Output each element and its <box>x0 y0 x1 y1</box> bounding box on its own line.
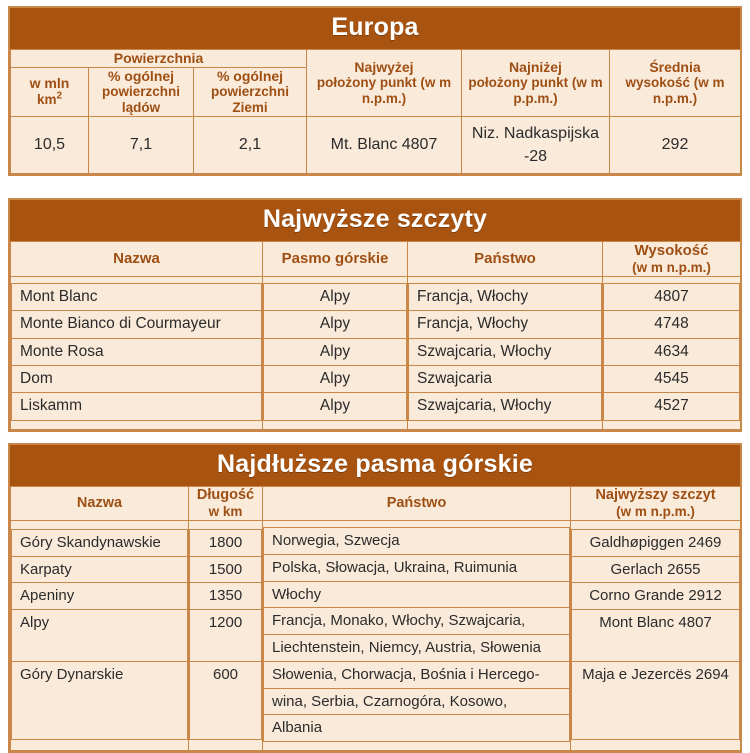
table-row <box>11 50 741 68</box>
range-name: Apeniny <box>12 583 188 610</box>
list-item <box>264 338 407 365</box>
range-name: Karpaty <box>12 556 188 583</box>
table-row <box>11 242 741 277</box>
range-length: 1200 <box>190 610 262 662</box>
range-country: Norwegia, Szwecja <box>264 528 570 555</box>
table-ranges-title: Najdłuższe pasma górskie <box>10 445 740 486</box>
list-item <box>264 661 570 688</box>
range-length: 1800 <box>190 529 262 556</box>
header-sublabel: powierzchni lądów <box>101 84 180 115</box>
header-sublabel: (w m n.p.m.) <box>632 259 711 275</box>
list-item <box>409 393 602 420</box>
column-nazwa <box>11 521 189 751</box>
table-europa-grid <box>10 49 741 174</box>
list-item <box>264 581 570 608</box>
list-item <box>12 556 188 583</box>
peak-range: Alpy <box>264 311 407 338</box>
peak-country: Szwajcaria, Włochy <box>409 338 602 365</box>
list-item <box>409 338 602 365</box>
column-nazwa <box>11 276 263 429</box>
header-pct-ladow <box>89 67 194 116</box>
list-item <box>12 610 188 662</box>
column-pasmo-gorskie <box>263 276 408 429</box>
list-item <box>12 338 262 365</box>
range-country: Liechtenstein, Niemcy, Austria, Słowenia <box>264 635 570 662</box>
list-item <box>12 311 262 338</box>
table-najdluzsze-pasma-gorskie <box>8 443 742 753</box>
range-length: 600 <box>190 662 262 740</box>
range-peak: Gerlach 2655 <box>572 556 740 583</box>
list-item <box>190 556 262 583</box>
header-najwyzej <box>307 50 462 117</box>
value-pct-ziemi: 2,1 <box>194 116 307 173</box>
value-pct-ladow: 7,1 <box>89 116 194 173</box>
list-item <box>264 283 407 310</box>
column-panstwo <box>263 521 571 751</box>
list-item <box>604 283 740 310</box>
peak-range: Alpy <box>264 366 407 393</box>
header-label: Najniżej <box>509 58 562 75</box>
header-najwyzszy-szczyt <box>571 487 741 521</box>
list-item <box>264 688 570 715</box>
table-row <box>11 487 741 521</box>
table-peaks-title: Najwyższe szczyty <box>10 200 740 241</box>
list-item <box>190 610 262 662</box>
list-item <box>12 662 188 740</box>
range-peak: Galdhøpiggen 2469 <box>572 529 740 556</box>
table-najwyzsze-szczyty <box>8 198 742 432</box>
list-item <box>12 583 188 610</box>
list-item <box>264 635 570 662</box>
list-item <box>572 529 740 556</box>
list-item <box>12 283 262 310</box>
peak-country: Francja, Włochy <box>409 311 602 338</box>
header-label: Wysokość <box>634 242 709 259</box>
value-najwyzej: Mt. Blanc 4807 <box>307 116 462 173</box>
header-label: w mln <box>29 75 70 92</box>
range-peak: Maja e Jezercës 2694 <box>572 662 740 740</box>
range-length: 1500 <box>190 556 262 583</box>
header-wysokosc <box>603 242 741 277</box>
header-panstwo: Państwo <box>408 242 603 277</box>
peak-name: Monte Rosa <box>12 338 262 365</box>
peak-name: Liskamm <box>12 393 262 420</box>
range-country: Albania <box>264 715 570 742</box>
column-najwyzszy-szczyt <box>571 521 741 751</box>
header-label: % ogólnej <box>216 67 284 84</box>
list-item <box>572 556 740 583</box>
peak-range: Alpy <box>264 283 407 310</box>
header-sublabel: (w m n.p.m.) <box>616 504 695 520</box>
header-nazwa: Nazwa <box>11 242 263 277</box>
range-peak: Corno Grande 2912 <box>572 583 740 610</box>
header-sublabel: położony punkt (w m n.p.m.) <box>316 75 452 107</box>
peak-name: Dom <box>12 366 262 393</box>
list-item <box>409 283 602 310</box>
header-pasmo-gorskie: Pasmo górskie <box>263 242 408 277</box>
header-label: % ogólnej <box>107 67 175 84</box>
list-item <box>604 338 740 365</box>
header-sublabel: $km^2$ <box>36 90 63 107</box>
range-country: Słowenia, Chorwacja, Bośnia i Hercego- <box>264 661 570 688</box>
list-item <box>12 529 188 556</box>
header-sublabel: położony punkt (w m p.p.m.) <box>468 75 603 107</box>
table-row <box>11 521 741 751</box>
group-header-powierzchnia: Powierzchnia <box>11 50 307 68</box>
range-length: 1350 <box>190 583 262 610</box>
header-sublabel: wysokość (w m n.p.m.) <box>625 75 725 107</box>
list-item <box>409 366 602 393</box>
table-row <box>11 116 741 173</box>
list-item <box>409 311 602 338</box>
peak-height: 4634 <box>604 338 740 365</box>
list-item <box>190 529 262 556</box>
list-item <box>190 662 262 740</box>
table-europa <box>8 6 742 176</box>
column-panstwo <box>408 276 603 429</box>
header-w-mln-km2 <box>11 67 89 116</box>
list-item <box>572 662 740 740</box>
header-label: Najwyższy szczyt <box>595 487 716 503</box>
table-europa-title: Europa <box>10 8 740 49</box>
table-peaks-grid <box>10 241 741 430</box>
peak-country: Francja, Włochy <box>409 283 602 310</box>
column-wysokosc <box>603 276 741 429</box>
header-dlugosc <box>189 487 263 521</box>
list-item <box>604 393 740 420</box>
list-item <box>12 366 262 393</box>
value-w-mln-km2: 10,5 <box>11 116 89 173</box>
list-item <box>264 554 570 581</box>
header-label: Najwyżej <box>354 58 414 75</box>
peak-height: 4527 <box>604 393 740 420</box>
list-item <box>264 366 407 393</box>
list-item <box>264 311 407 338</box>
header-najnizej <box>462 50 610 117</box>
peak-name: Monte Bianco di Courmayeur <box>12 311 262 338</box>
header-srednia-wysokosc <box>610 50 741 117</box>
header-nazwa: Nazwa <box>11 487 189 521</box>
list-item <box>572 610 740 662</box>
table-ranges-grid <box>10 486 741 751</box>
peak-country: Szwajcaria, Włochy <box>409 393 602 420</box>
header-label: Średnia <box>649 58 701 75</box>
peak-height: 4545 <box>604 366 740 393</box>
header-sublabel: powierzchni Ziemi <box>210 84 289 115</box>
list-item <box>264 528 570 555</box>
list-item <box>264 393 407 420</box>
list-item <box>572 583 740 610</box>
peak-country: Szwajcaria <box>409 366 602 393</box>
range-peak: Mont Blanc 4807 <box>572 610 740 662</box>
range-country: wina, Serbia, Czarnogóra, Kosowo, <box>264 688 570 715</box>
range-country: Francja, Monako, Włochy, Szwajcaria, <box>264 608 570 635</box>
range-name: Alpy <box>12 610 188 662</box>
header-label: Długość <box>196 487 255 503</box>
list-item <box>604 311 740 338</box>
list-item <box>12 393 262 420</box>
list-item <box>264 715 570 742</box>
peak-range: Alpy <box>264 338 407 365</box>
column-dlugosc <box>189 521 263 751</box>
header-pct-ziemi <box>194 67 307 116</box>
range-name: Góry Skandynawskie <box>12 529 188 556</box>
header-sublabel: w km <box>208 504 243 520</box>
peak-height: 4807 <box>604 283 740 310</box>
header-panstwo: Państwo <box>263 487 571 521</box>
range-country: Włochy <box>264 581 570 608</box>
list-item <box>264 608 570 635</box>
peak-range: Alpy <box>264 393 407 420</box>
list-item <box>604 366 740 393</box>
value-najnizej: Niz. Nadkaspijska -28 <box>462 116 610 173</box>
range-country: Polska, Słowacja, Ukraina, Ruimunia <box>264 554 570 581</box>
value-srednia-wysokosc: 292 <box>610 116 741 173</box>
list-item <box>190 583 262 610</box>
peak-height: 4748 <box>604 311 740 338</box>
range-name: Góry Dynarskie <box>12 662 188 740</box>
peak-name: Mont Blanc <box>12 283 262 310</box>
table-row <box>11 276 741 429</box>
